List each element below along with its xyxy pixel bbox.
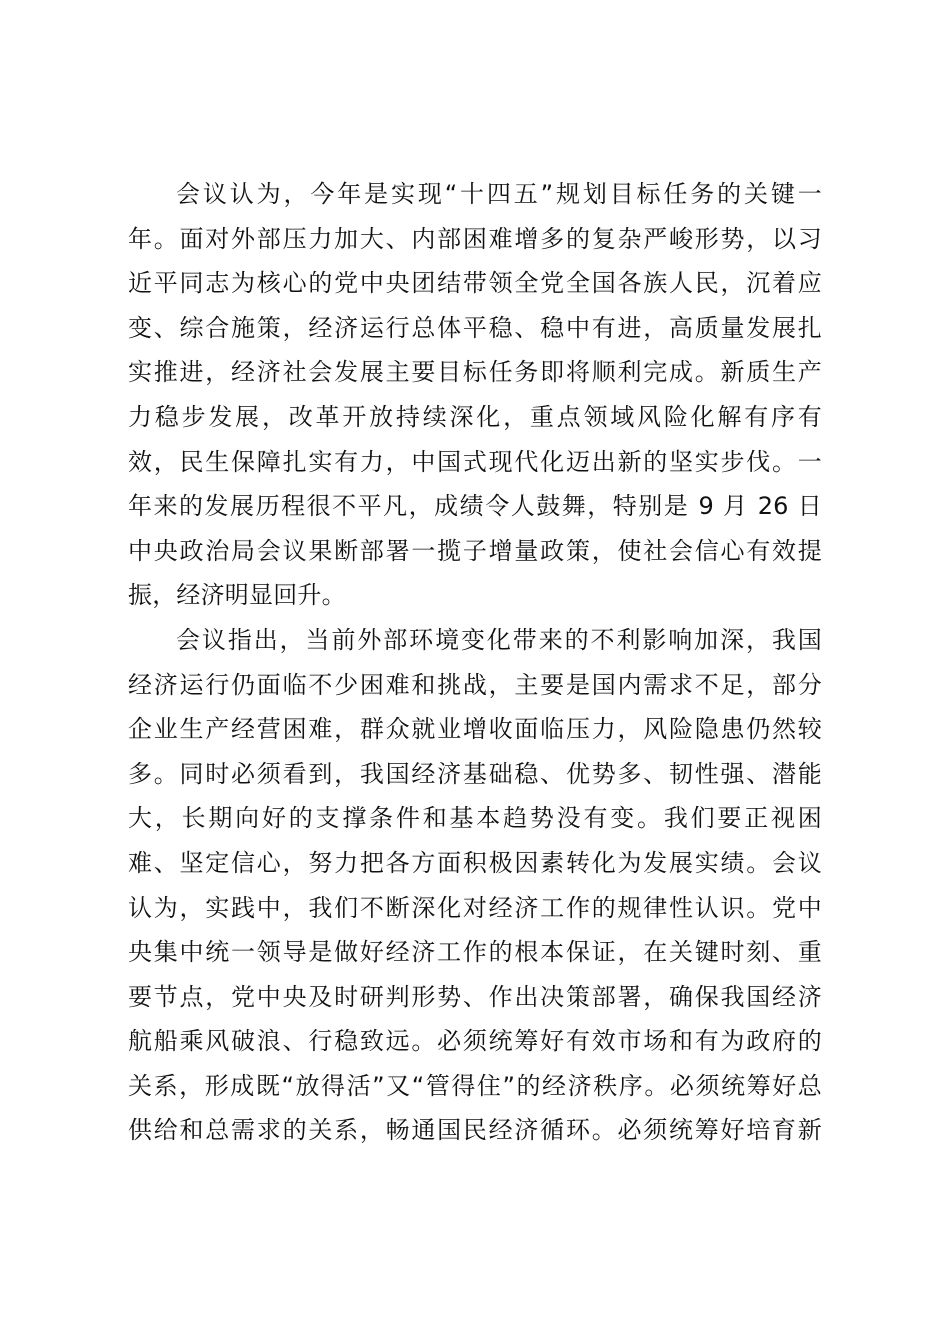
text-line: 供给和总需求的关系，畅通国民经济循环。必须统筹好培育新 — [128, 1116, 822, 1145]
paragraph-2 — [128, 618, 822, 1153]
text-line: 效，民生保障扎实有力，中国式现代化迈出新的坚实步伐。一 — [128, 447, 822, 476]
document-body — [128, 172, 822, 1153]
text-line: 年来的发展历程很不平凡，成绩令人鼓舞，特别是 9 月 26 日 — [128, 492, 822, 521]
text-line: 近平同志为核心的党中央团结带领全党全国各族人民，沉着应 — [128, 269, 822, 298]
text-line: 企业生产经营困难，群众就业增收面临压力，风险隐患仍然较 — [128, 715, 822, 744]
text-line: 实推进，经济社会发展主要目标任务即将顺利完成。新质生产 — [128, 358, 822, 387]
text-line: 关系，形成既“放得活”又“管得住”的经济秩序。必须统筹好总 — [128, 1071, 822, 1100]
text-line: 会议指出，当前外部环境变化带来的不利影响加深，我国 — [176, 625, 822, 654]
text-line: 振，经济明显回升。 — [128, 581, 346, 610]
text-line: 力稳步发展，改革开放持续深化，重点领域风险化解有序有 — [128, 402, 822, 431]
text-line: 年。面对外部压力加大、内部困难增多的复杂严峻形势，以习 — [128, 224, 822, 253]
text-line: 要节点，党中央及时研判形势、作出决策部署，确保我国经济 — [128, 982, 822, 1011]
text-line: 变、综合施策，经济运行总体平稳、稳中有进，高质量发展扎 — [128, 313, 822, 342]
text-line: 难、坚定信心，努力把各方面积极因素转化为发展实绩。会议 — [128, 848, 822, 877]
text-line: 中央政治局会议果断部署一揽子增量政策，使社会信心有效提 — [128, 536, 822, 565]
text-line: 航船乘风破浪、行稳致远。必须统筹好有效市场和有为政府的 — [128, 1027, 822, 1056]
text-line: 多。同时必须看到，我国经济基础稳、优势多、韧性强、潜能 — [128, 759, 822, 788]
text-line: 会议认为，今年是实现“十四五”规划目标任务的关键一 — [176, 180, 822, 208]
text-line: 经济运行仍面临不少困难和挑战，主要是国内需求不足，部分 — [128, 670, 822, 699]
text-line: 央集中统一领导是做好经济工作的根本保证，在关键时刻、重 — [128, 938, 822, 967]
text-line: 大，长期向好的支撑条件和基本趋势没有变。我们要正视困 — [128, 804, 822, 833]
text-line: 认为，实践中，我们不断深化对经济工作的规律性认识。党中 — [128, 893, 822, 922]
paragraph-1 — [128, 172, 822, 618]
